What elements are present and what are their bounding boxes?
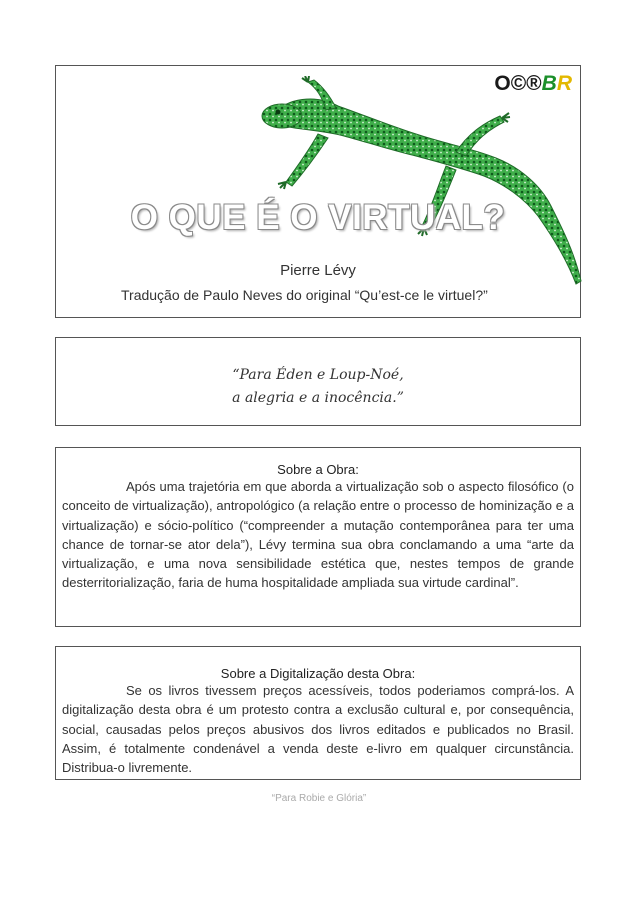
dedication-text [56, 364, 580, 410]
about-work-text: Após uma trajetória em que aborda a virtualização sob o aspecto filosófico (o conceito de virtualização), antropológico (a relação entre o processo de hominização e a virtualização) e sócio-político (“compreender a mutação contemporânea para ter uma chance de tornar-se ator dela”), Lévy termina sua obra conclamando a uma “arte da virtualização, e uma nova sensibilidade estética que, nestes tempos de grande desterritorialização, faria de huma hospitalidade ampliada sua virtude cardinal”. [62, 479, 574, 591]
book-title: O QUE É O VIRTUAL? [130, 198, 506, 237]
digitization-box [55, 646, 581, 780]
ocr-br-logo [494, 72, 572, 96]
translation-credit: Tradução de Paulo Neves do original “Qu’est-ce le virtuel?” [121, 287, 488, 303]
dedication-box [55, 337, 581, 426]
digitization-text: Se os livros tivessem preços acessíveis, todos poderiamos comprá-los. A digitalização desta obra é um protesto contra a exclusão cultural e, por consequência, social, causadas pelos preços abusivos dos livros editados e publicados no Brasil. Assim, é totalmente condenável a venda deste e-livro em qualquer circunstância. Distribua-o livremente. [62, 683, 574, 776]
logo-letter-b: B [541, 72, 557, 95]
logo-rings: O©® [494, 72, 542, 95]
about-work-title: Sobre a Obra: [277, 462, 359, 477]
book-author: Pierre Lévy [280, 262, 356, 279]
digitization-title: Sobre a Digitalização desta Obra: [220, 666, 416, 681]
dedication-line-1: “Para Éden e Loup-Noé, [232, 367, 404, 383]
footer-dedication: “Para Robie e Glória” [271, 793, 367, 804]
cover-box [55, 65, 581, 318]
about-work-box [55, 447, 581, 627]
logo-letter-r: R [556, 72, 572, 95]
dedication-line-2: a alegria e a inocência.” [232, 390, 404, 406]
